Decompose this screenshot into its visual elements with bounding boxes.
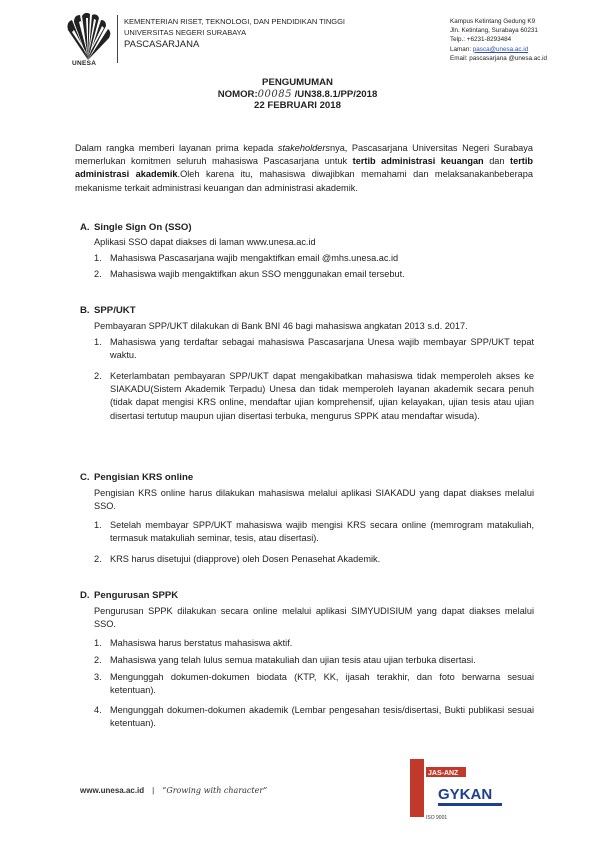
section-d-item <box>94 637 534 650</box>
nomor-handwritten: 00085 <box>257 88 292 100</box>
section-b-heading: SPP/UKT <box>94 305 136 316</box>
certification-badge <box>398 755 518 825</box>
item-number: 2. <box>94 269 102 279</box>
laman-link[interactable]: pasca@unesa.ac.id <box>472 45 529 53</box>
item-number: 2. <box>94 655 102 665</box>
section-c-item <box>94 519 534 545</box>
contact-phone: Telp.: +6231-8293484 <box>450 36 512 44</box>
contact-block <box>450 17 547 63</box>
section-c-item <box>94 553 534 566</box>
section-c-letter: C. <box>80 472 90 483</box>
section-d-item <box>94 654 534 667</box>
section-b-title <box>80 305 136 316</box>
item-number: 3. <box>94 672 102 682</box>
institution-line-unit: PASCASARJANA <box>124 39 200 50</box>
section-d-para: Pengurusan SPPK dilakukan secara online melalui aplikasi SIMYUDISIUM yang dapat diakses melalui SSO. <box>94 606 534 630</box>
item-text: Mahasiswa Pascasarjana wajib mengaktifkan email @mhs.unesa.ac.id <box>110 253 399 263</box>
item-text: Mahasiswa yang telah lulus semua matakuliah dan ujian tesis atau ujian terbuka disertasi. <box>110 655 476 665</box>
section-b-item <box>94 370 534 423</box>
section-b-letter: B. <box>80 305 90 316</box>
cert-brand-text: GYKAN <box>438 786 493 803</box>
item-text: Mahasiswa yang terdaftar sebagai mahasiswa Pascasarjana Unesa wajib membayar SPP/UKT tepat waktu. <box>110 337 534 361</box>
item-text: Mengunggah dokumen-dokumen biodata (KTP, KK, ijasah terakhir, dan foto berwarna sesuai ketentuan). <box>110 672 534 696</box>
section-c-heading: Pengisian KRS online <box>94 472 194 483</box>
item-number: 4. <box>94 705 102 715</box>
section-a-letter: A. <box>80 222 90 233</box>
contact-email: Email: pascasarjana @unesa.ac.id <box>450 54 548 62</box>
section-d-letter: D. <box>80 590 90 601</box>
intro-text-4: .Oleh karena itu, mahasiswa diwajibkan memahami dan melaksanakanbeberapa mekanisme terkait administrasi keuangan dan administrasi akademik. <box>75 169 534 193</box>
intro-text-2: nya, Pascasarjana Universitas Negeri Surabaya memerlukan komitmen seluruh mahasiswa Pascasarjana untuk <box>75 143 533 167</box>
item-number: 2. <box>94 554 102 564</box>
contact-address-1: Kampus Ketintang Gedung K9 <box>450 18 536 25</box>
contact-address-2: Jln. Ketintang, Surabaya 60231 <box>450 27 538 35</box>
item-text: Keterlambatan pembayaran SPP/UKT dapat mengakibatkan mahasiswa tidak memperoleh akses ke SIAKADU(Sistem Akademik Terpadu) Unesa dan tidak memperoleh layanan akademik secara penuh (tidak dapat mengisi KRS online, mendaftar ujian komprehensif, ujian kelayakan, ujian tesis atau ujian disertasi tertutup maupun ujian disertasi terbuka, mengurus SPPK atau mendaftar wisuda). <box>110 371 534 421</box>
intro-paragraph <box>75 142 533 195</box>
cert-top-text: JAS-ANZ <box>428 770 459 777</box>
section-b-para: Pembayaran SPP/UKT dilakukan di Bank BNI 46 bagi mahasiswa angkatan 2013 s.d. 2017. <box>94 321 468 331</box>
title-number <box>0 89 595 101</box>
section-c-para: Pengisian KRS online harus dilakukan mahasiswa melalui aplikasi SIAKADU yang dapat diakses melalui SSO. <box>94 488 534 512</box>
cert-iso-text: ISO 9001 <box>426 815 448 821</box>
intro-bold-academic: tertib administrasi akademik <box>75 156 534 180</box>
section-a-heading: Single Sign On (SSO) <box>94 222 192 233</box>
section-a-item <box>94 268 534 281</box>
nomor-label: NOMOR: <box>217 88 258 100</box>
item-number: 1. <box>94 337 102 347</box>
institution-block <box>124 17 345 51</box>
title-heading: PENGUMUMAN <box>262 77 333 88</box>
contact-laman <box>450 45 547 54</box>
item-text: Mengunggah dokumen-dokumen akademik (Lembar pengesahan tesis/disertasi, Bukti publikasi sesuai ketentuan). <box>110 705 534 729</box>
item-text: Mahasiswa wajib mengaktifkan akun SSO menggunakan email tersebut. <box>110 269 405 279</box>
section-d-item <box>94 704 534 730</box>
section-d-title <box>80 590 178 601</box>
footer <box>80 786 267 795</box>
footer-tagline: “Growing with character” <box>162 786 268 795</box>
institution-line-university: UNIVERSITAS NEGERI SURABAYA <box>124 27 247 37</box>
institution-line-ministry: KEMENTERIAN RISET, TEKNOLOGI, DAN PENDIDIKAN TINGGI <box>124 17 346 26</box>
item-number: 1. <box>94 520 102 530</box>
section-a-para: Aplikasi SSO dapat diakses di laman www.unesa.ac.id <box>94 237 316 247</box>
logo-text: UNESA <box>72 60 97 67</box>
intro-text-1: Dalam rangka memberi layanan prima kepada <box>75 143 278 153</box>
title-date: 22 FEBRUARI 2018 <box>254 100 341 112</box>
item-number: 1. <box>94 638 102 648</box>
nomor-suffix: /UN38.8.1/PP/2018 <box>294 88 378 100</box>
item-text: Mahasiswa harus berstatus mahasiswa aktif. <box>110 638 293 648</box>
intro-text-3: dan <box>483 156 511 167</box>
section-d-heading: Pengurusan SPPK <box>94 590 179 601</box>
section-b-item <box>94 336 534 362</box>
header-divider <box>117 15 118 63</box>
footer-website[interactable]: www.unesa.ac.id <box>80 786 145 795</box>
item-text: Setelah membayar SPP/UKT mahasiswa wajib mengisi KRS secara online (memrogram matakuliah, termasuk matakuliah seminar, tesis, atau disertasi). <box>110 520 534 544</box>
laman-label: Laman: <box>450 45 472 53</box>
announcement-title <box>0 77 595 112</box>
section-d-item <box>94 671 534 697</box>
footer-separator: | <box>152 786 155 795</box>
intro-stakeholders: stakeholders <box>277 143 330 153</box>
section-a-title <box>80 222 192 233</box>
section-a-item <box>94 252 534 265</box>
section-c-title <box>80 472 193 483</box>
item-number: 1. <box>94 253 102 263</box>
item-number: 2. <box>94 371 102 381</box>
item-text: KRS harus disetujui (diapprove) oleh Dosen Penasehat Akademik. <box>110 554 381 564</box>
intro-bold-finance: tertib administrasi keuangan <box>352 156 484 167</box>
